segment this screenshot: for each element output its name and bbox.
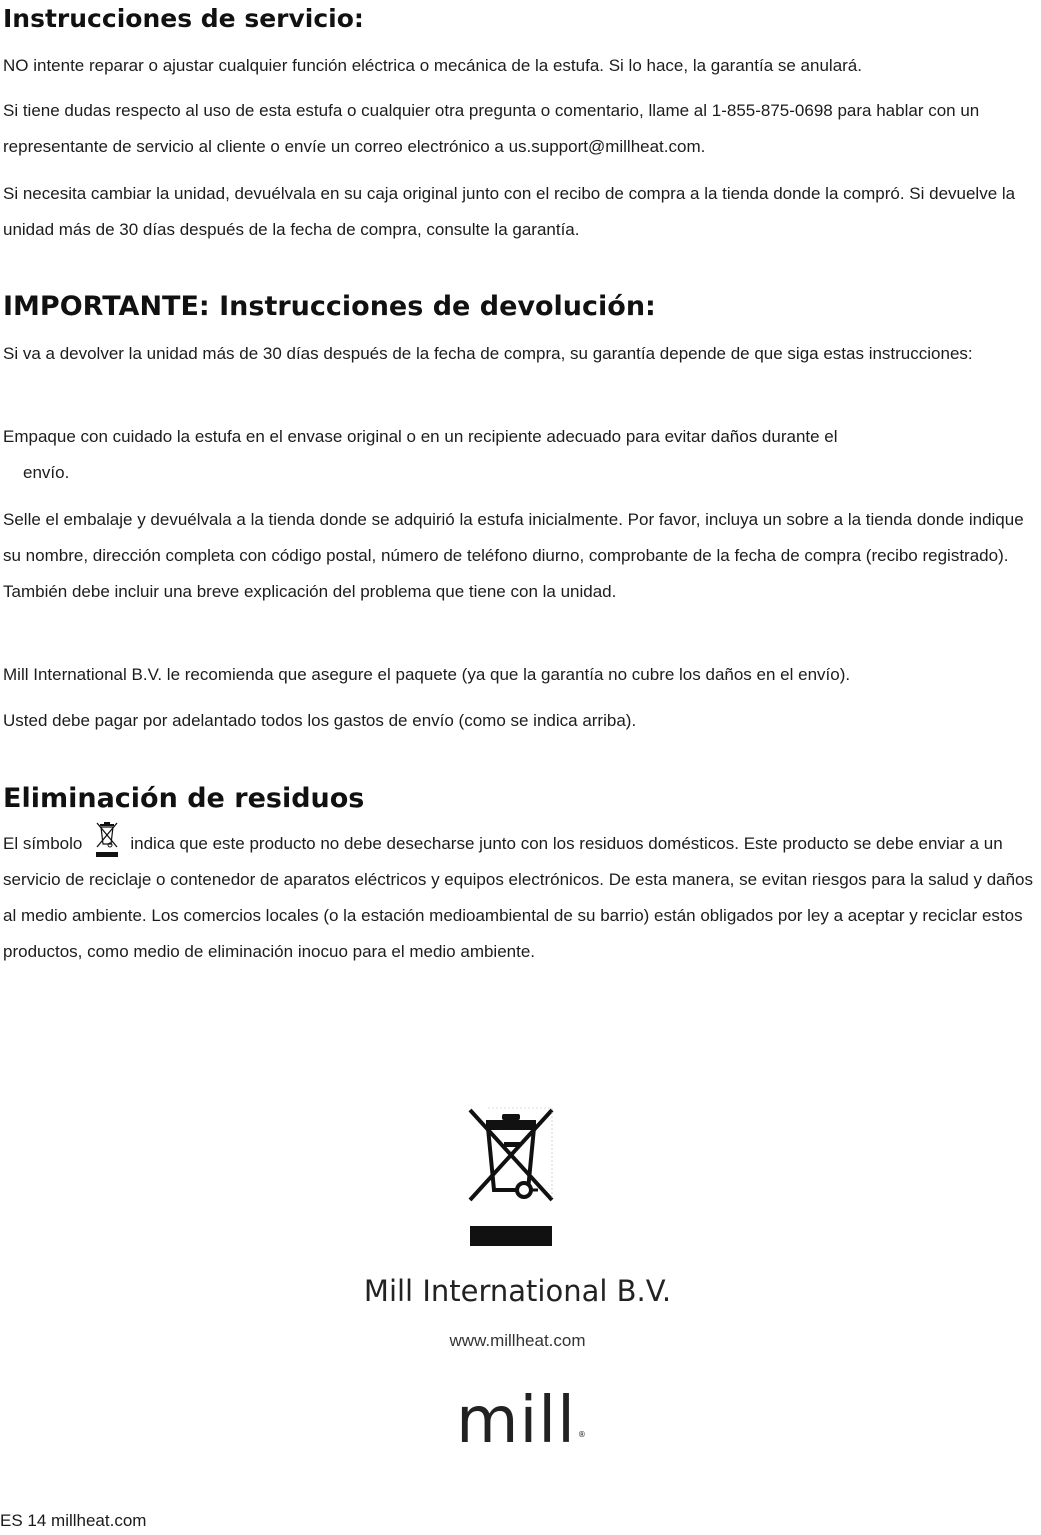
- waste-text-before-symbol: El símbolo: [3, 834, 83, 853]
- return-paragraph-3: Selle el embalaje y devuélvala a la tienda donde se adquirió la estufa inicialmente. Por favor, incluya un sobre a la tienda donde indique su nombre, dirección completa con código postal, número de teléfono diurno, comprobante de la fecha de compra (recibo registrado). También debe incluir una breve explicación del problema que tiene con la unidad.: [3, 510, 1024, 601]
- waste-disposal-heading: Eliminación de residuos: [3, 783, 365, 814]
- waste-text-after-symbol: indica que este producto no debe desecharse junto con los residuos domésticos. Este producto se debe enviar a un servicio de reciclaje o contenedor de aparatos eléctricos y equipos electrónicos. De esta manera, se evitan riesgos para la salud y daños al medio ambiente. Los comercios locales (o la estación medioambiental de su barrio) están obligados por ley a aceptar y reciclar estos productos, como medio de eliminación inocuo para el medio ambiente.: [3, 834, 1034, 961]
- website-url: www.millheat.com: [449, 1331, 586, 1350]
- return-paragraph-2-line-1: Empaque con cuidado la estufa en el envase original o en un recipiente adecuado para evitar daños durante el: [3, 427, 838, 446]
- return-instructions-heading: IMPORTANTE: Instrucciones de devolución:: [3, 291, 656, 322]
- service-paragraph-2: Si tiene dudas respecto al uso de esta estufa o cualquier otra pregunta o comentario, llame al 1-855-875-0698 para hablar con un representante de servicio al cliente o envíe un correo electrónico a us.support@millheat.com.: [3, 101, 980, 156]
- company-name: Mill International B.V.: [363, 1274, 672, 1308]
- registered-mark: ®: [577, 1430, 587, 1439]
- return-paragraph-1: Si va a devolver la unidad más de 30 días después de la fecha de compra, su garantía depende de que siga estas instrucciones:: [3, 344, 973, 363]
- waste-disposal-paragraph: [3, 826, 1033, 970]
- page-footer: ES 14 millheat.com: [0, 1511, 147, 1530]
- service-instructions-heading: Instrucciones de servicio:: [3, 4, 364, 33]
- mill-logo: [0, 1381, 1041, 1461]
- service-paragraph-3: Si necesita cambiar la unidad, devuélvala en su caja original junto con el recibo de compra a la tienda donde la compró. Si devuelve la unidad más de 30 días después de la fecha de compra, consulte la garantía.: [3, 184, 1016, 239]
- return-paragraph-5: Usted debe pagar por adelantado todos los gastos de envío (como se indica arriba).: [3, 711, 637, 730]
- service-paragraph-1: NO intente reparar o ajustar cualquier función eléctrica o mecánica de la estufa. Si lo hace, la garantía se anulará.: [3, 56, 862, 75]
- return-paragraph-4: Mill International B.V. le recomienda que asegure el paquete (ya que la garantía no cubre los daños en el envío).: [3, 665, 851, 684]
- weee-inline-icon: [94, 826, 120, 862]
- weee-symbol-icon: [468, 1106, 556, 1248]
- return-paragraph-2: [3, 419, 1033, 491]
- return-paragraph-2-line-2: envío.: [23, 463, 70, 482]
- mill-logo-wordmark: mill: [456, 1384, 576, 1458]
